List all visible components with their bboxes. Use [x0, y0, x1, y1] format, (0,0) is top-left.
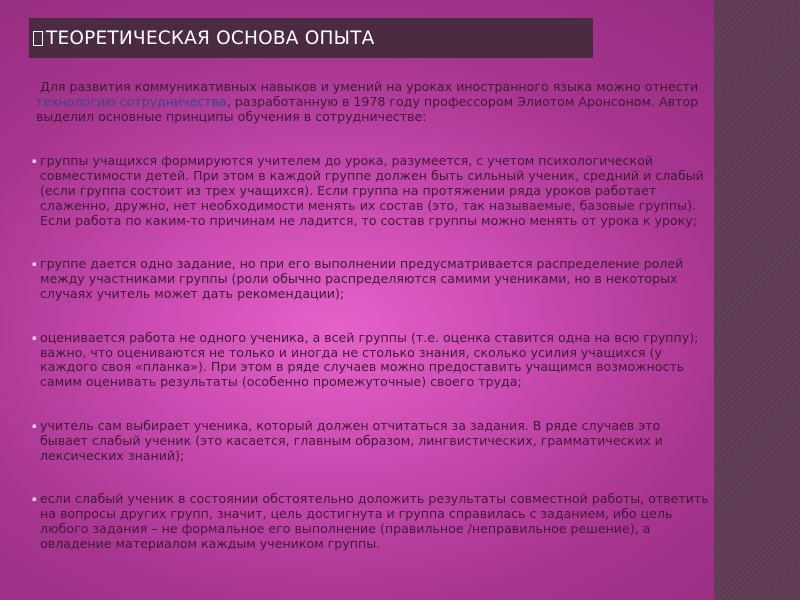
- bullet-item-5: [32, 492, 710, 551]
- intro-text-after: , разработанную в 1978 году профессором Элиотом Аронсоном. Автор выделил основные принципы обучения в сотрудничестве:: [36, 93, 699, 124]
- bullet-text-2: группе дается одно задание, но при его выполнении предусматривается распределение ролей между участниками группы (роли обычно распределяются самими учениками, но в некоторых случаях учитель может дать рекомендации);: [40, 256, 684, 301]
- bullet-item-3: [32, 331, 710, 390]
- bullet-text-5: если слабый ученик в состоянии обстоятельно доложить результаты совместной работы, ответить на вопросы других групп, значит, цель достигнута и группа справилась с заданием, ибо цель любого задания – не формальное его выполнение (правильное /неправильное решение), а овладение материалом каждым учеником группы.: [40, 491, 709, 551]
- bullet-item-2: [32, 257, 710, 301]
- square-bullet-icon: ▪: [32, 421, 37, 430]
- square-bullet-icon: ▪: [32, 157, 37, 166]
- title-bar: [29, 18, 593, 58]
- missing-glyph-box-icon: [33, 31, 43, 46]
- content-body: [32, 80, 710, 552]
- stripe-pattern: [714, 0, 800, 600]
- intro-paragraph: [32, 80, 710, 124]
- bullet-text-1: группы учащихся формируются учителем до урока, разумеется, с учетом психологической совместимости детей. При этом в каждой группе должен быть сильный ученик, средний и слабый (если группа состоит из трех учащихся). Если группа на протяжении ряда уроков работает слаженно, дружно, нет необходимости менять их состав (это, так называемые, базовые группы). Если работа по каким-то причинам не ладится, то состав группы можно менять от урока к уроку;: [40, 153, 704, 228]
- intro-text-before: Для развития коммуникативных навыков и умений на уроках иностранного языка можно отнести: [40, 79, 699, 94]
- bullet-item-4: [32, 419, 710, 463]
- bullet-item-1: [32, 154, 710, 228]
- square-bullet-icon: ▪: [32, 260, 37, 269]
- bullet-text-3: оценивается работа не одного ученика, а всей группы (т.е. оценка ставится одна на всю группу); важно, что оцениваются не только и иногда не столько знания, сколько усилия учащихся (у каждого своя «планка»). При этом в ряде случаев можно предоставить учащимся возможность самим оценивать результаты (особенно промежуточные) своего труда;: [40, 329, 699, 390]
- square-bullet-icon: ▪: [32, 333, 37, 342]
- technology-link[interactable]: технологию сотрудничества: [36, 93, 227, 109]
- square-bullet-icon: ▪: [32, 495, 37, 504]
- slide-title: ТЕОРЕТИЧЕСКАЯ ОСНОВА ОПЫТА: [46, 27, 375, 49]
- bullet-text-4: учитель сам выбирает ученика, который должен отчитаться за задания. В ряде случаев это бывает слабый ученик (это касается, главным образом, лингвистических, грамматических и лексических знаний);: [40, 417, 663, 463]
